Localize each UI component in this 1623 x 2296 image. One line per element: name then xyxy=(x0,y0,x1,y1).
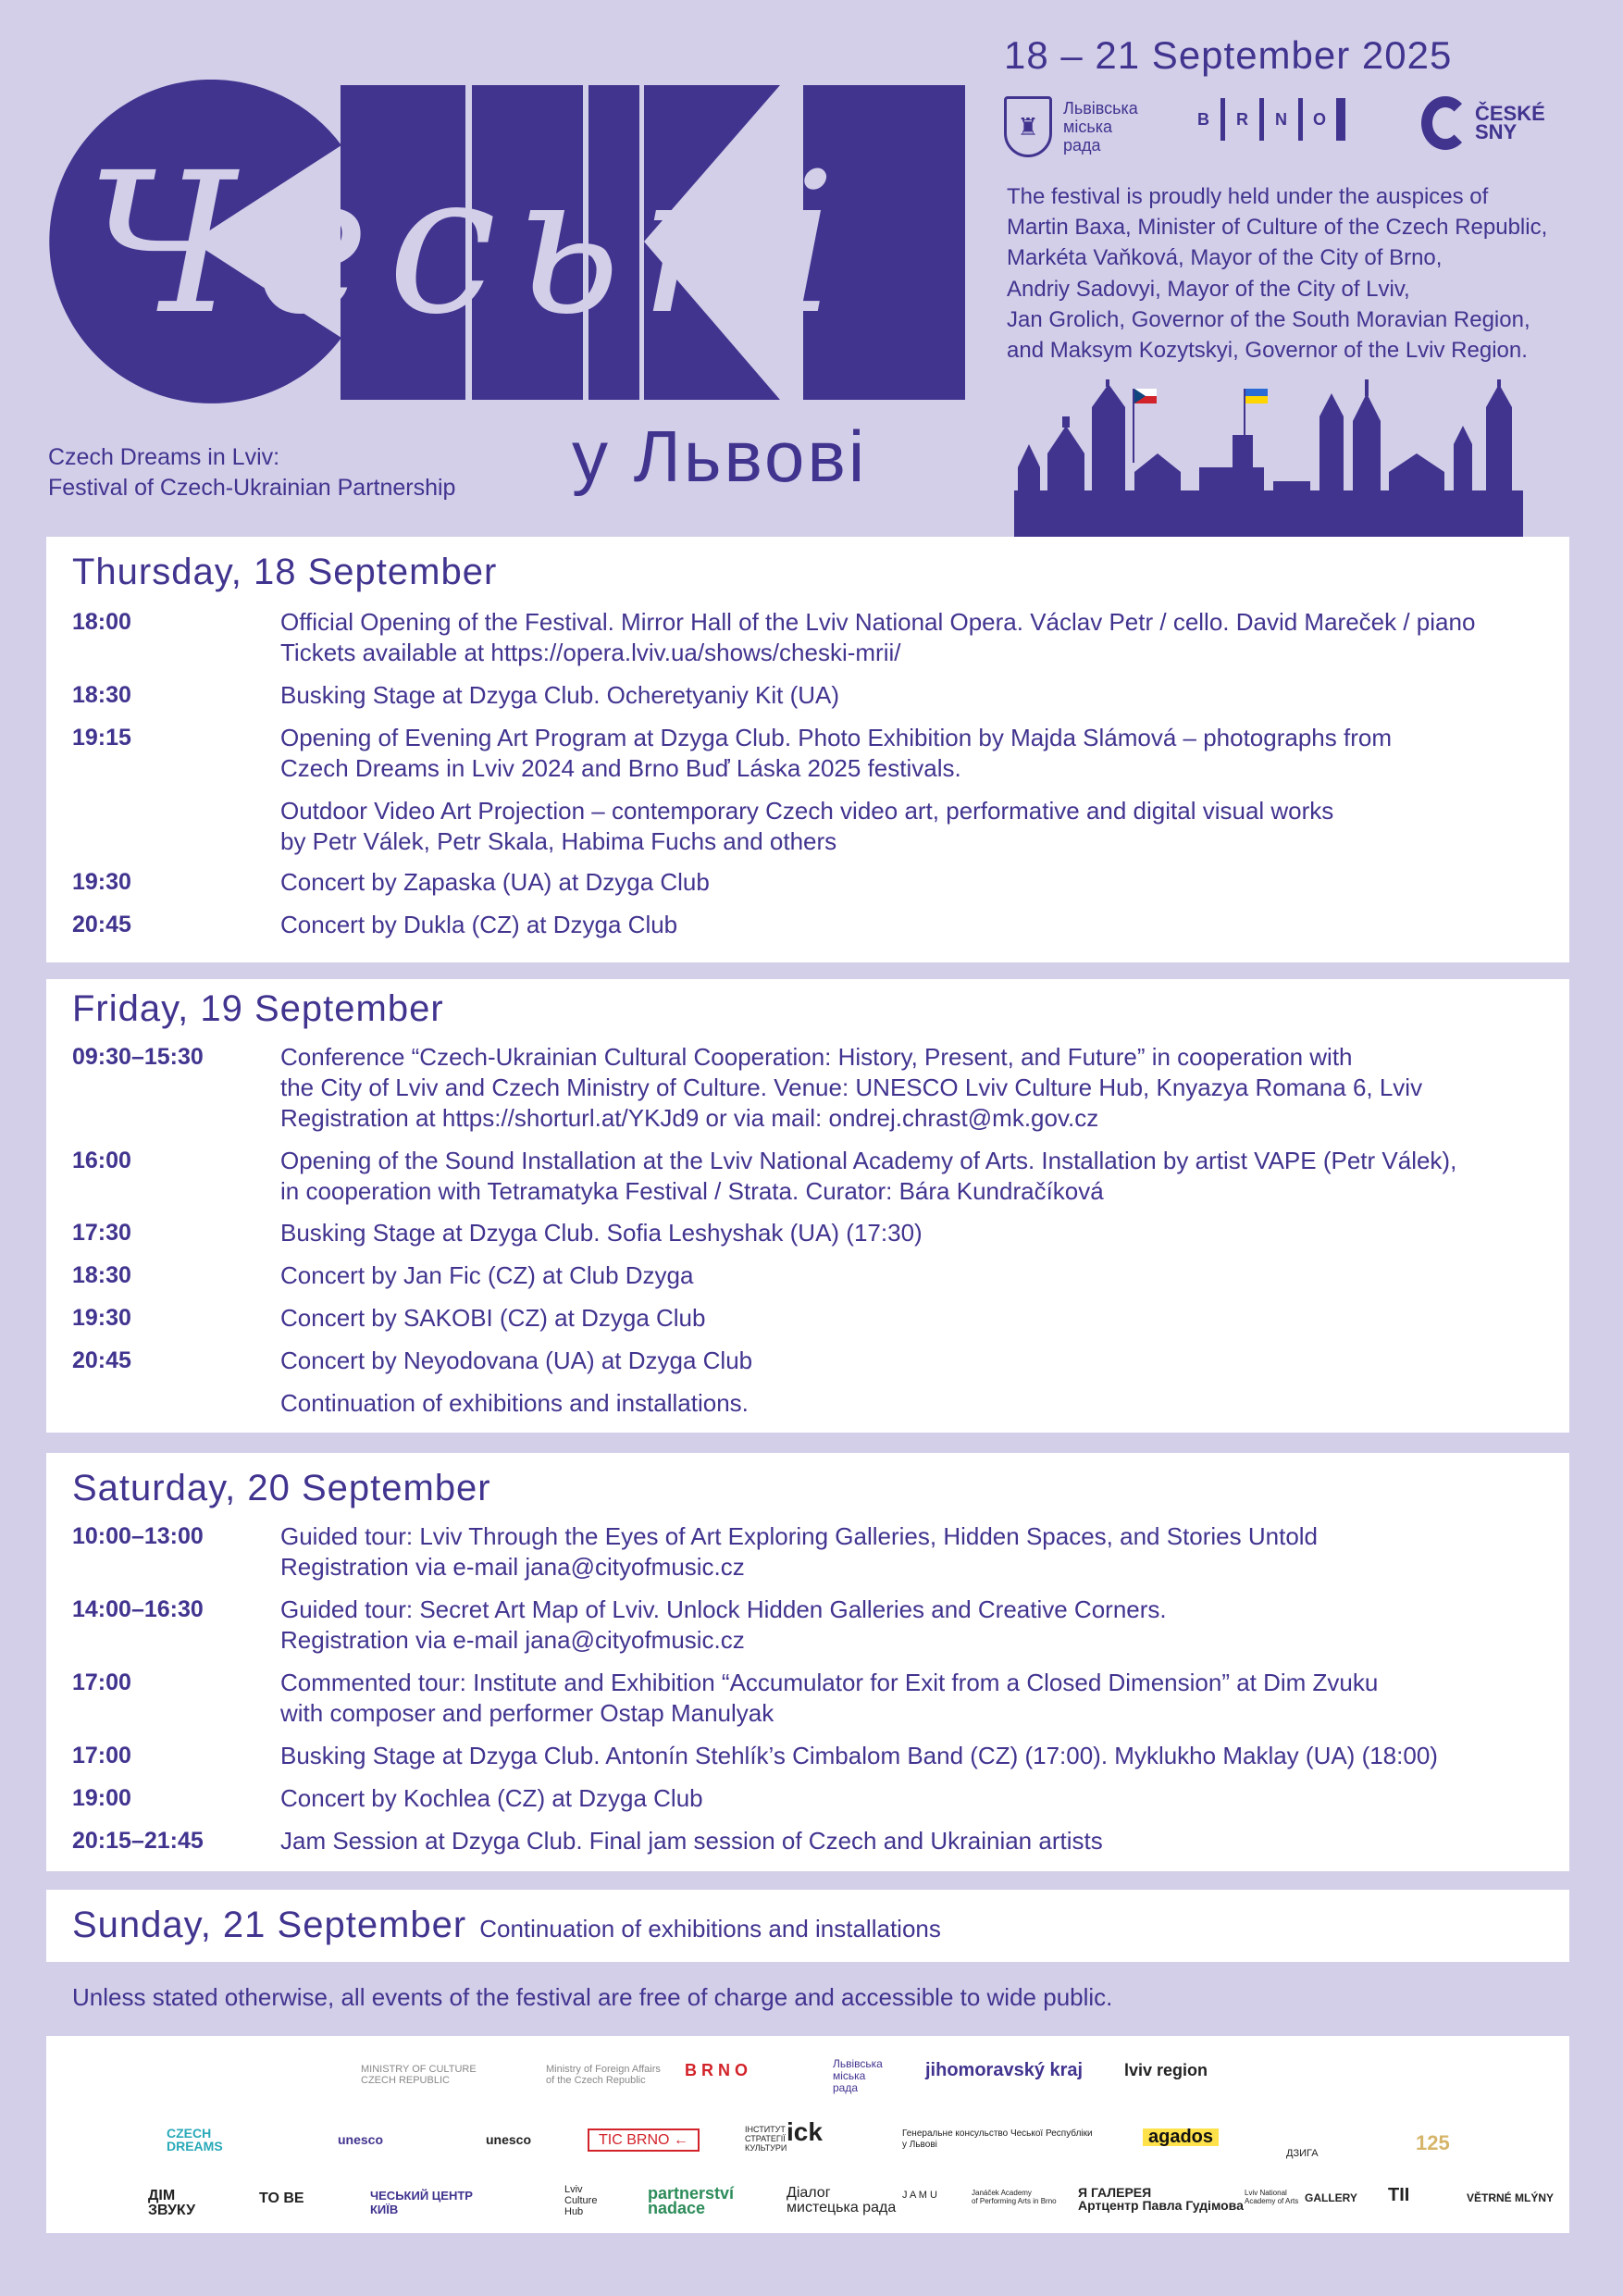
event-time: 16:00 xyxy=(72,1148,131,1173)
janacek-academy-logo: Janáček Academy of Performing Arts in Brno xyxy=(972,2189,1057,2205)
day-title: Thursday, 18 September xyxy=(72,552,498,592)
event-time: 14:00–16:30 xyxy=(72,1596,204,1622)
day-panel-saturday xyxy=(46,1453,1569,1871)
event-time: 18:00 xyxy=(72,609,131,635)
lviv-council-partner-logo: Львівська міська рада xyxy=(833,2057,883,2094)
festival-subtitle: Czech Dreams in Lviv: Festival of Czech-Ukrainian Partnership xyxy=(48,444,456,501)
unesco-logo-1: unesco xyxy=(338,2132,384,2147)
event-description: Outdoor Video Art Projection – contemporary Czech video art, performative and digital visual works by Petr Válek, Petr Skala, Habima Fuchs and others xyxy=(280,797,1334,855)
event-time: 17:00 xyxy=(72,1743,131,1769)
event-time: 18:30 xyxy=(72,682,131,708)
brno-letter: B xyxy=(1186,98,1225,141)
auspices-text: The festival is proudly held under the auspices of Martin Baxa, Minister of Culture of the Czech Republic, Markéta Vaňková, Mayor of the City of Brno, Andriy Sadovyi, Mayor of the City of Lviv, Jan Grolich, Governor of the South Moravian Region, and Maksym Kozytskyi, Governor of the Lviv Region. xyxy=(1007,184,1548,364)
lviv-skyline-illustration xyxy=(1014,379,1523,537)
day-title xyxy=(72,1905,941,1946)
brno-logo xyxy=(1186,98,1345,141)
day-panel-thursday xyxy=(46,537,1569,962)
event-time: 17:30 xyxy=(72,1220,131,1246)
event-time: 20:15–21:45 xyxy=(72,1828,204,1854)
brno-letter: N xyxy=(1264,98,1303,141)
unesco-logo-2: unesco xyxy=(486,2132,532,2147)
agados-logo: agados xyxy=(1143,2128,1219,2146)
logo-text: Чеські xyxy=(85,130,855,357)
event-time: 19:15 xyxy=(72,725,131,751)
czech-center-kyiv-logo: ЧЕСЬКИЙ ЦЕНТР КИЇВ xyxy=(370,2189,473,2216)
dzyga-logo: ДЗИГА xyxy=(1286,2148,1319,2159)
tic-brno-logo: TIC BRNO ← xyxy=(588,2128,700,2152)
event-description: Opening of Evening Art Program at Dzyga Club. Photo Exhibition by Majda Slámová – photographs from Czech Dreams in Lviv 2024 and Brno Buď Láska 2025 festivals. xyxy=(280,724,1392,782)
ceske-sny-logo xyxy=(1421,96,1545,150)
event-time: 09:30–15:30 xyxy=(72,1044,204,1070)
event-description: Concert by Zapaska (UA) at Dzyga Club xyxy=(280,868,710,896)
free-admission-note: Unless stated otherwise, all events of the festival are free of charge and accessible to wide public. xyxy=(72,1983,1113,2011)
dialog-logo: Діалог мистецька рада xyxy=(787,2185,897,2215)
lion-crest-icon: ♜ xyxy=(1004,96,1052,157)
event-description: Busking Stage at Dzyga Club. Antonín Stehlík’s Cimbalom Band (CZ) (17:00). Myklukho Maklay (UA) (18:00) xyxy=(280,1742,1438,1769)
event-description: Continuation of exhibitions and installations. xyxy=(280,1389,749,1417)
event-description: Concert by Neyodovana (UA) at Dzyga Club xyxy=(280,1347,753,1374)
event-time: 20:45 xyxy=(72,1347,131,1373)
day-title: Friday, 19 September xyxy=(72,988,444,1029)
ministry-foreign-affairs-logo: Ministry of Foreign Affairs of the Czech Republic xyxy=(546,2064,661,2086)
event-description: Concert by Dukla (CZ) at Dzyga Club xyxy=(280,911,678,938)
partnerstvi-logo: partnerství nadace xyxy=(648,2184,735,2217)
event-time: 19:00 xyxy=(72,1785,131,1811)
sunday-title: Sunday, 21 September xyxy=(72,1905,467,1945)
u-lvovi-text: у Львові xyxy=(572,416,868,497)
brno-letter: O xyxy=(1303,98,1345,141)
jihomoravsky-kraj-logo: jihomoravský kraj xyxy=(925,2060,1084,2080)
event-description: Busking Stage at Dzyga Club. Ocheretyaniy Kit (UA) xyxy=(280,681,840,709)
event-description: Busking Stage at Dzyga Club. Sofia Leshyshak (UA) (17:30) xyxy=(280,1219,923,1247)
lviv-culture-hub-logo: Lviv Culture Hub xyxy=(564,2184,598,2217)
event-description: Concert by SAKOBI (CZ) at Dzyga Club xyxy=(280,1304,706,1332)
czech-flag-icon xyxy=(1133,389,1157,463)
brno-letter: R xyxy=(1225,98,1264,141)
event-description: Official Opening of the Festival. Mirror Hall of the Lviv National Opera. Václav Petr / cello. David Mareček / piano Tickets available at https://opera.lviv.ua/shows/cheski-mrii/ xyxy=(280,608,1476,666)
event-description: Opening of the Sound Installation at the Lviv National Academy of Arts. Installation by artist VAPE (Petr Válek), in cooperation with Tetramatyka Festival / Strata. Curator: Bára Kundračíková xyxy=(280,1147,1457,1205)
czech-dreams-logo: CZECH DREAMS xyxy=(167,2126,223,2153)
festival-dates: 18 – 21 September 2025 xyxy=(1004,33,1453,77)
partner-logos xyxy=(46,2036,1569,2233)
gallery-logo: GALLERY xyxy=(1305,2191,1357,2204)
ick-logo: ick xyxy=(787,2117,823,2146)
dim-zvuku-logo: ДІМ ЗВУКУ xyxy=(148,2188,196,2218)
lviv-city-council-logo xyxy=(1004,96,1138,157)
event-description: Guided tour: Lviv Through the Eyes of Art Exploring Galleries, Hidden Spaces, and Stories Untold Registration via e-mail jana@cityofmusic.cz xyxy=(280,1522,1319,1581)
tii-logo: ТІІ xyxy=(1388,2185,1410,2205)
czech-consulate-logo: Генеральне консульство Чеської Республіки у Львові xyxy=(902,2128,1093,2150)
day-panel-friday xyxy=(46,979,1569,1433)
vetrne-mlyny-logo: VĚTRNÉ MLÝNY xyxy=(1467,2191,1555,2204)
lviv-city-council-text: Львівська міська рада xyxy=(1063,99,1138,155)
event-description: Guided tour: Secret Art Map of Lviv. Unlock Hidden Galleries and Creative Corners. Registration via e-mail jana@cityofmusic.cz xyxy=(280,1595,1167,1654)
event-description: Jam Session at Dzyga Club. Final jam session of Czech and Ukrainian artists xyxy=(280,1827,1103,1855)
institute-culture-strategy-logo: ІНСТИТУТ СТРАТЕГІЇ КУЛЬТУРИ xyxy=(745,2125,787,2153)
event-time: 19:30 xyxy=(72,869,131,895)
to-be-logo: TO BE xyxy=(259,2191,304,2206)
event-description: Commented tour: Institute and Exhibition “Accumulator for Exit from a Closed Dimension” at Dim Zvuku with composer and performer Ostap Manulyak xyxy=(280,1669,1379,1727)
ya-gallery-logo: Я ГАЛЕРЕЯ Артцентр Павла Гудімова xyxy=(1078,2185,1244,2213)
lviv-region-logo: lviv region xyxy=(1124,2061,1208,2079)
event-time: 17:00 xyxy=(72,1669,131,1695)
ceske-sny-text: ČESKÉ SNY xyxy=(1475,102,1545,143)
ministry-of-culture-logo: MINISTRY OF CULTURE CZECH REPUBLIC xyxy=(361,2064,477,2086)
ukrainian-flag-icon xyxy=(1244,389,1268,435)
brno-partner-logo: B R N O xyxy=(685,2061,749,2079)
festival-logo xyxy=(44,80,979,413)
anniversary-125-logo: 125 xyxy=(1416,2131,1450,2154)
event-time: 19:30 xyxy=(72,1305,131,1331)
event-description: Concert by Jan Fic (CZ) at Club Dzyga xyxy=(280,1261,694,1289)
event-description: Concert by Kochlea (CZ) at Dzyga Club xyxy=(280,1784,703,1812)
event-time: 20:45 xyxy=(72,912,131,937)
sunday-note: Continuation of exhibitions and installations xyxy=(479,1915,941,1942)
day-title: Saturday, 20 September xyxy=(72,1468,491,1508)
event-description: Conference “Czech-Ukrainian Cultural Cooperation: History, Present, and Future” in cooperation with the City of Lviv and Czech Ministry of Culture. Venue: UNESCO Lviv Culture Hub, Knyazya Romana 6, Lviv Registration at https://shorturl.at/YKJd9 or via mail: ondrej.chrast@mk.gov.cz xyxy=(280,1043,1423,1132)
ceske-sny-c-icon xyxy=(1421,96,1469,150)
jamu-logo: J A M U xyxy=(902,2190,937,2201)
event-time: 10:00–13:00 xyxy=(72,1523,204,1549)
lviv-academy-arts-logo: Lviv National Academy of Arts xyxy=(1245,2189,1299,2205)
day-panel-sunday xyxy=(46,1890,1569,1962)
event-time: 18:30 xyxy=(72,1262,131,1288)
